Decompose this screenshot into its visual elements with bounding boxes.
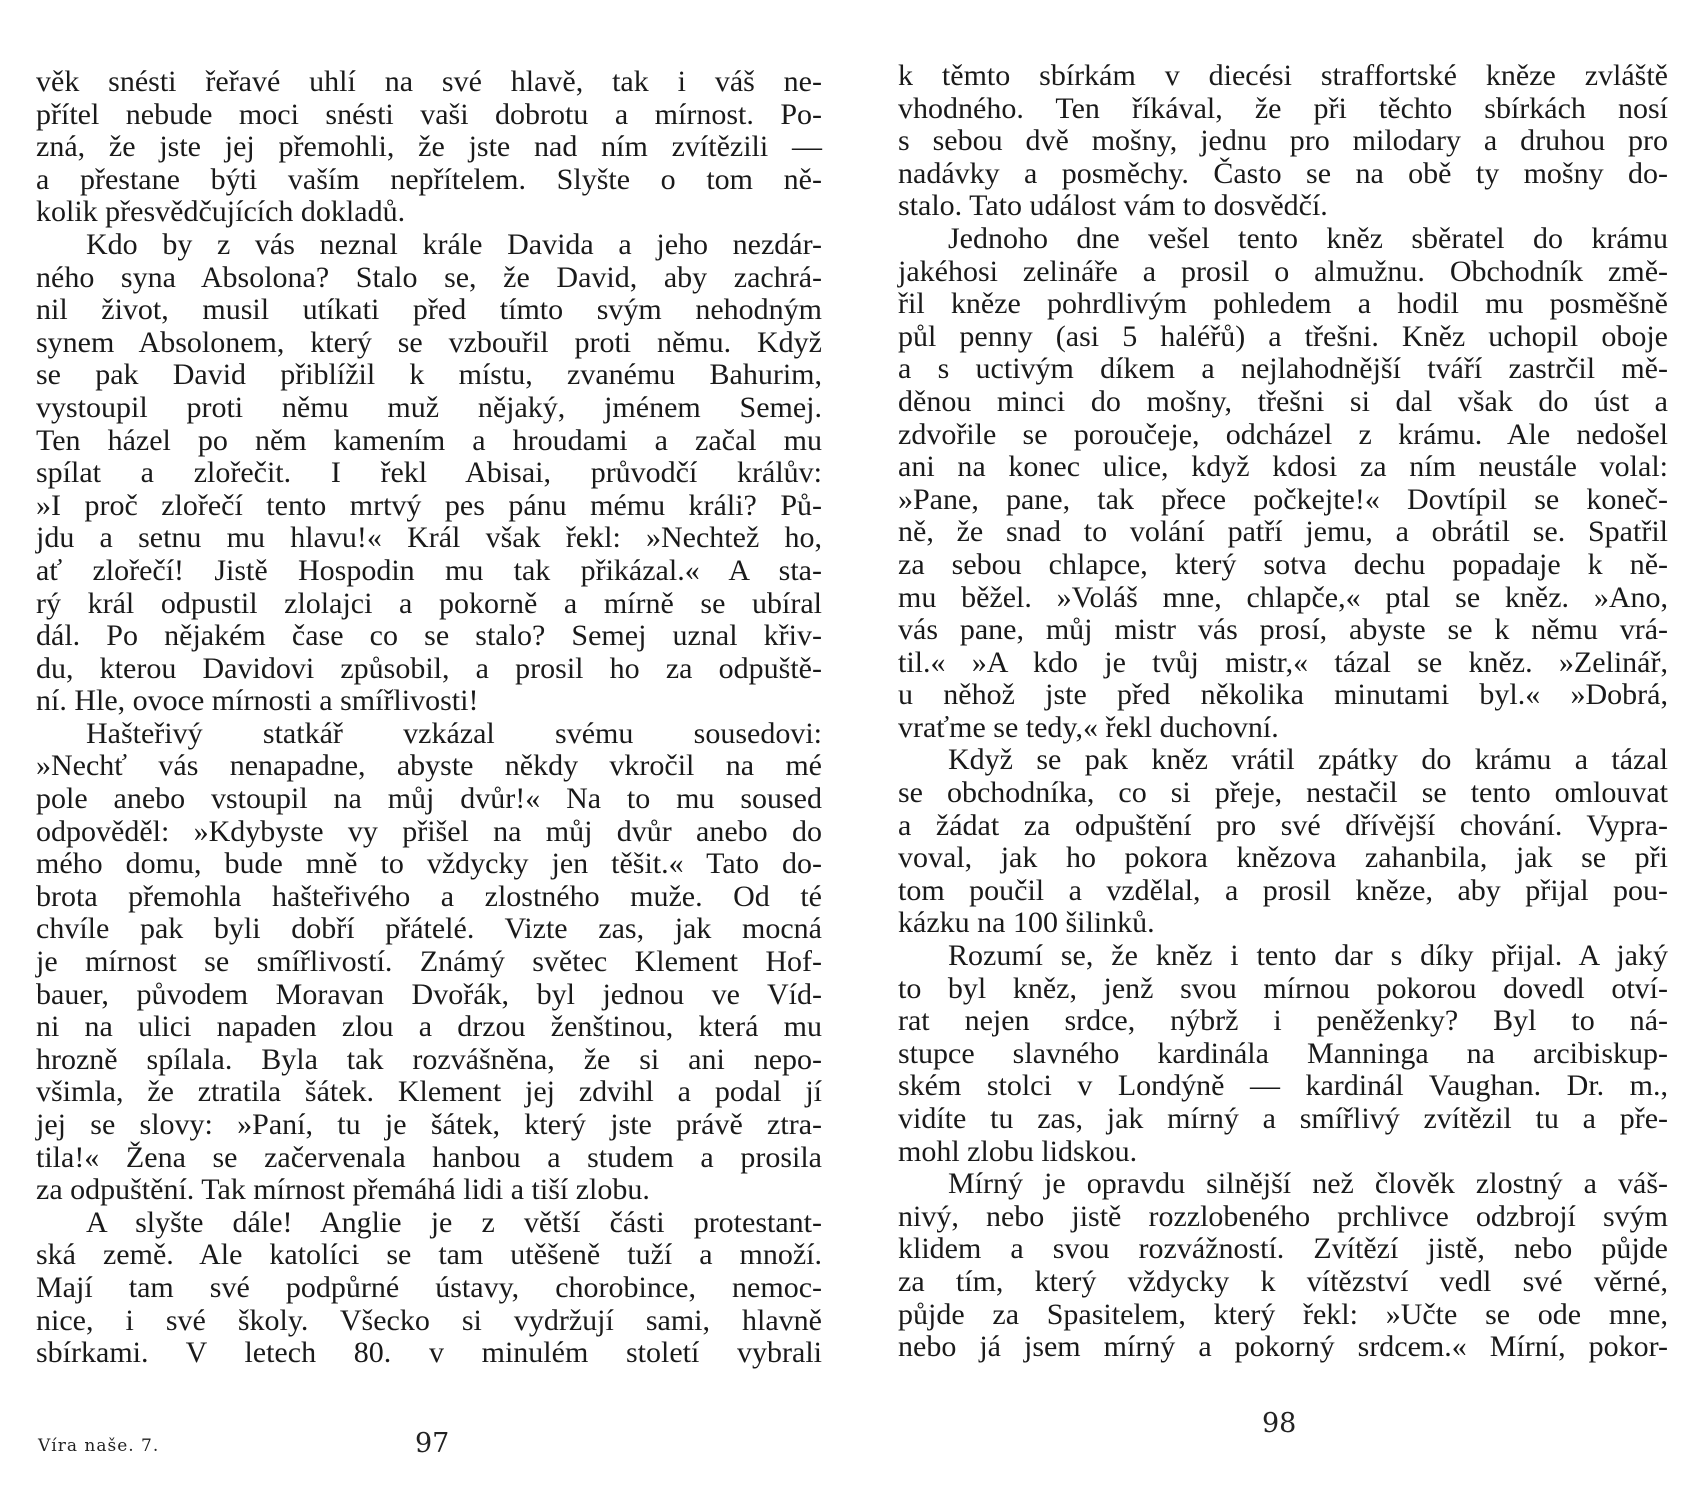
text-line: rat nejen srdce, nýbrž i peněženky? Byl to ná-: [898, 1004, 1668, 1038]
text-line: dál. Po nějakém čase co se stalo? Semej uznal křiv-: [36, 619, 822, 653]
text-line: pole anebo vstoupil na můj dvůr!« Na to mu soused: [36, 782, 822, 816]
text-line: Když se pak kněz vrátil zpátky do krámu a tázal: [948, 743, 1668, 777]
text-line: rý král odpustil zlolajci a pokorně a mírně se ubíral: [36, 586, 822, 620]
text-line: brota přemohla hašteřivého a zlostného muže. Od té: [36, 879, 822, 913]
text-line: stupce slavného kardinála Manninga na arcibiskup-: [898, 1036, 1668, 1070]
text-line: jej se slovy: »Paní, tu je šátek, který jste právě ztra-: [36, 1108, 822, 1141]
text-line: vraťme se tedy,« řekl duchovní.: [898, 710, 1279, 744]
text-line: synem Absolonem, který se vzbouřil proti němu. Když: [36, 325, 822, 359]
text-line: jakéhosi zelináře a prosil o almužnu. Obchodník změ-: [898, 254, 1668, 288]
text-line: a s uctivým díkem a nejlahodnější tváří zastrčil mě-: [898, 352, 1668, 386]
text-line: kázku na 100 šilinků.: [898, 906, 1155, 940]
paragraph: [898, 940, 1668, 1168]
text-line: ská země. Ale katolíci se tam utěšeně tuží a množí.: [36, 1238, 822, 1272]
text-line: děnou minci do mošny, třešni si dal však do úst a: [898, 384, 1668, 418]
text-line: ného syna Absolona? Stalo se, že David, aby zachrá-: [36, 260, 822, 294]
text-line: mu běžel. »Voláš mne, chlapče,« ptal se kněz. »Ano,: [898, 580, 1668, 614]
text-line: vidíte tu zas, jak mírný a smířlivý zvítězil tu a pře-: [898, 1102, 1668, 1135]
text-line: se obchodníka, co si přeje, nestačil se tento omlouvat: [898, 776, 1668, 810]
text-line: A slyšte dále! Anglie je z větší části protestant-: [86, 1205, 822, 1239]
text-line: tom poučil a vzdělal, a prosil kněze, aby přijal pou-: [898, 873, 1668, 907]
text-line: Hašteřivý statkář vzkázal svému sousedovi:: [86, 716, 822, 750]
text-line: Mírný je opravdu silnější než člověk zlostný a váš-: [948, 1167, 1668, 1201]
page-number-left: 97: [415, 1428, 450, 1459]
text-line: za sebou chlapce, který sotva dechu popadaje k ně-: [898, 547, 1668, 581]
text-line: »Pane, pane, tak přece počkejte!« Dovtípil se koneč-: [898, 482, 1668, 516]
text-line: půl penny (asi 5 haléřů) a třešni. Kněz uchopil oboje: [898, 319, 1668, 353]
text-line: stalo. Tato událost vám to dosvědčí.: [898, 189, 1328, 223]
text-line: řil kněze pohrdlivým pohledem a hodil mu posměšně: [898, 287, 1668, 321]
text-line: Mají tam své podpůrné ústavy, chorobince, nemoc-: [36, 1270, 822, 1304]
text-line: tila!« Žena se začervenala hanbou a studem a prosila: [36, 1140, 822, 1174]
text-line: nivý, nebo jistě rozzlobeného prchlivce odzbrojí svým: [898, 1199, 1668, 1233]
text-line: spílat a zlořečit. I řekl Abisai, průvodčí králův:: [36, 456, 822, 490]
text-line: voval, jak ho pokora knězova zahanbila, jak se při: [898, 841, 1668, 875]
paragraph: [898, 60, 1668, 223]
text-line: chvíle pak byli dobří přátelé. Vizte zas, jak mocná: [36, 912, 822, 946]
text-line: »Nechť vás nenapadne, abyste někdy vkročil na mé: [36, 749, 822, 783]
text-line: nil život, musil utíkati před tímto svým nehodným: [36, 293, 822, 327]
text-line: Kdo by z vás neznal krále Davida a jeho nezdár-: [86, 227, 822, 261]
right-page-text: [898, 60, 1668, 1364]
text-line: ně, že snad to volání patří jemu, a obrátil se. Spatřil: [898, 515, 1668, 549]
paragraph: [898, 223, 1668, 745]
text-line: Rozumí se, že kněz i tento dar s díky přijal. A jaký: [948, 939, 1668, 973]
text-line: zná, že jste jej přemohli, že jste nad ním zvítězili —: [36, 130, 822, 164]
paragraph: [36, 66, 822, 229]
text-line: všimla, že ztratila šátek. Klement jej zdvihl a podal jí: [36, 1075, 822, 1109]
text-line: Ten házel po něm kamením a hroudami a začal mu: [36, 423, 822, 457]
text-line: a žádat za odpuštění pro své dřívější chování. Vypra-: [898, 808, 1668, 842]
text-line: a přestane býti vaším nepřítelem. Slyšte o tom ně-: [36, 162, 822, 196]
text-line: ni na ulici napaden zlou a drzou ženštinou, která mu: [36, 1010, 822, 1044]
text-line: mohl zlobu lidskou.: [898, 1134, 1138, 1168]
text-line: hrozně spílala. Byla tak rozvášněna, že si ani nepo-: [36, 1042, 822, 1076]
text-line: je mírnost se smířlivostí. Známý světec Klement Hof-: [36, 945, 822, 979]
paragraph: [898, 744, 1668, 940]
text-line: s sebou dvě mošny, jednu pro milodary a druhou pro: [898, 124, 1668, 158]
text-line: vás pane, můj mistr vás prosí, abyste se k němu vrá-: [898, 613, 1668, 647]
text-line: odpověděl: »Kdybyste vy přišel na můj dvůr anebo do: [36, 814, 822, 848]
text-line: du, kterou Davidovi způsobil, a prosil ho za odpuště-: [36, 651, 822, 685]
text-line: přítel nebude moci snésti vaši dobrotu a mírnost. Po-: [36, 97, 822, 131]
text-line: mého domu, bude mně to vždycky jen těšit.« Tato do-: [36, 847, 822, 881]
text-line: jdu a setnu mu hlavu!« Král však řekl: »Nechtež ho,: [36, 521, 822, 555]
text-line: sbírkami. V letech 80. v minulém století vybrali: [36, 1336, 822, 1370]
text-line: ani na konec ulice, když kdosi za ním neustále volal:: [898, 450, 1668, 484]
text-line: ať zlořečí! Jistě Hospodin mu tak přikázal.« A sta-: [36, 553, 822, 587]
text-line: to byl kněz, jenž svou mírnou pokorou dovedl otví-: [898, 971, 1668, 1005]
text-line: za odpuštění. Tak mírnost přemáhá lidi a tiší zlobu.: [36, 1173, 650, 1207]
text-line: se pak David přiblížil k místu, zvanému Bahurim,: [36, 358, 822, 392]
text-line: půjde za Spasitelem, který řekl: »Učte se ode mne,: [898, 1297, 1668, 1331]
text-line: zdvořile se poroučeje, odcházel z krámu. Ale nedošel: [898, 417, 1668, 451]
paragraph: [898, 1168, 1668, 1364]
paragraph: [36, 1207, 822, 1370]
text-line: za tím, který vždycky k vítězství vedl své věrné,: [898, 1264, 1668, 1298]
text-line: ském stolci v Londýně — kardinál Vaughan. Dr. m.,: [898, 1069, 1668, 1103]
text-line: vystoupil proti němu muž nějaký, jménem Semej.: [36, 390, 822, 424]
text-line: věk snésti řeřavé uhlí na své hlavě, tak i váš ne-: [36, 65, 822, 98]
left-page-text: [36, 66, 822, 1370]
text-line: til.« »A kdo je tvůj mistr,« tázal se kněz. »Zelinář,: [898, 645, 1668, 679]
text-line: kolik přesvědčujících dokladů.: [36, 195, 406, 229]
text-line: ní. Hle, ovoce mírnosti a smířlivosti!: [36, 684, 479, 718]
text-line: klidem a svou rozvážností. Zvítězí jistě, nebo půjde: [898, 1232, 1668, 1266]
text-line: vhodného. Ten říkával, že při těchto sbírkách nosí: [898, 91, 1668, 125]
paragraph: [36, 229, 822, 718]
text-line: nebo já jsem mírný a pokorný srdcem.« Mírní, pokor-: [898, 1330, 1668, 1364]
text-line: nadávky a posměchy. Často se na obě ty mošny do-: [898, 156, 1668, 190]
text-line: »I proč zlořečí tento mrtvý pes pánu mému králi? Pů-: [36, 488, 822, 522]
running-title: Víra naše. 7.: [38, 1436, 160, 1456]
text-line: Jednoho dne vešel tento kněz sběratel do krámu: [948, 221, 1668, 255]
paragraph: [36, 718, 822, 1207]
text-line: k těmto sbírkám v diecési straffortské kněze zvláště: [898, 59, 1668, 92]
text-line: u něhož jste před několika minutami byl.« »Dobrá,: [898, 678, 1668, 712]
page-number-right: 98: [1262, 1408, 1297, 1439]
text-line: bauer, původem Moravan Dvořák, byl jednou ve Víd-: [36, 977, 822, 1011]
text-line: nice, i své školy. Všecko si vydržují sami, hlavně: [36, 1303, 822, 1337]
